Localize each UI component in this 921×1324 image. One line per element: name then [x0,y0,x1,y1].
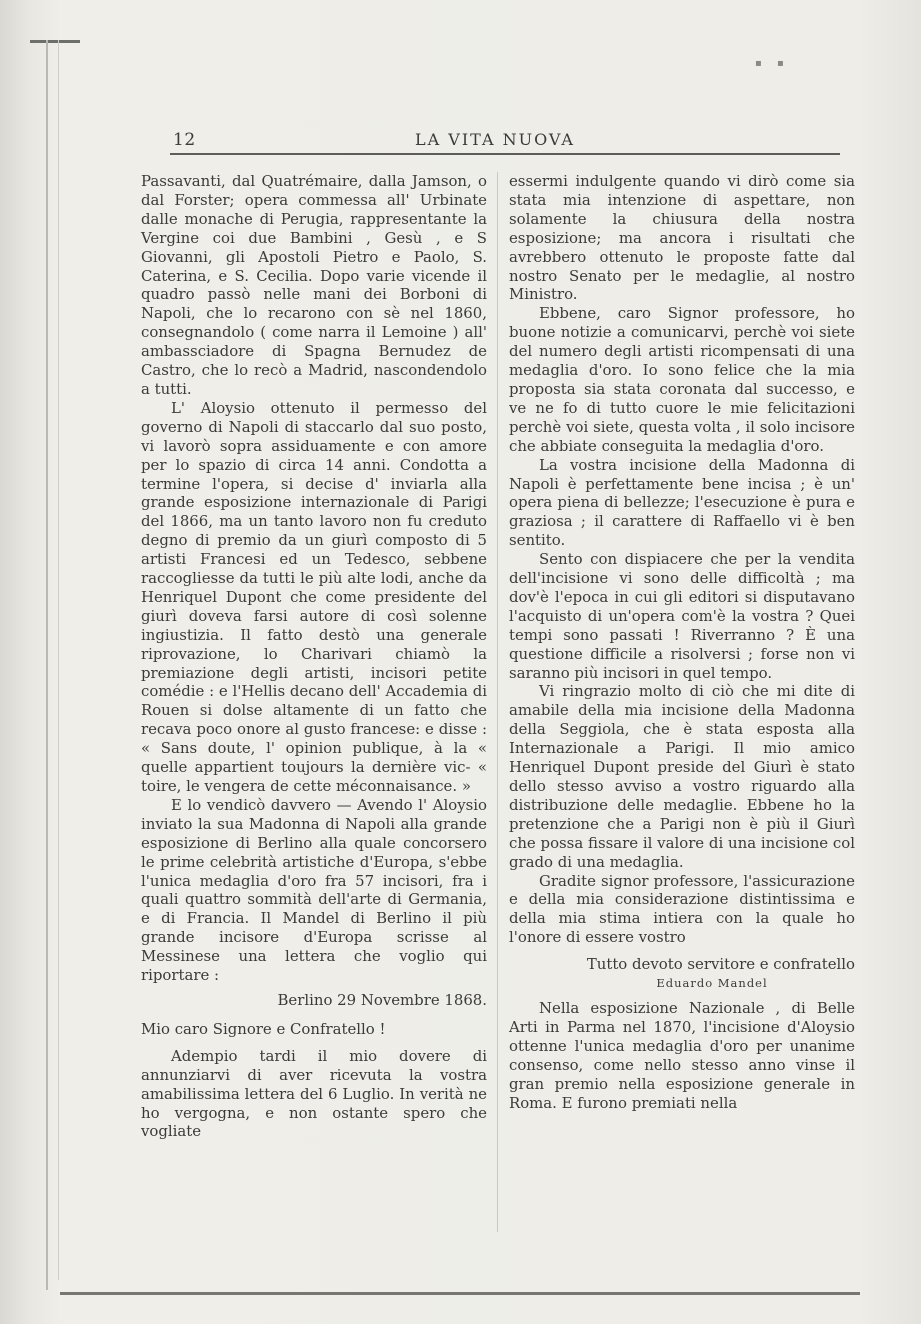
letter-paragraph: Vi ringrazio molto di ciò che mi dite di amabile della mia incisione della Madonna della Seggiola, che è stata esposta alla Internazionale a Parigi. Il mio amico Henriquel Dupont preside del Giurì è stato dello stesso avviso a vostro riguardo alla distribuzione delle medaglie. Ebbene ho la pretenzione che a Parigi non è più il Giurì che possa fissare il valore di una incisione col grado di una medaglia. [509,682,855,871]
page-edge-mark [30,40,80,43]
paragraph: L' Aloysio ottenuto il permesso del governo di Napoli di staccarlo dal suo posto, vi lavorò sopra assiduamente e con amore per lo spazio di circa 14 anni. Condotta a termine l'opera, si decise d' inviarla alla grande esposizione internazionale di Parigi del 1866, ma un tanto lavoro non fu creduto degno di premio da un giurì composto di 5 artisti Francesi ed un Tedesco, sebbene raccogliesse da tutti le più alte lodi, anche da Henriquel Dupont che come presidente del giurì doveva farsi autore di così solenne ingiustizia. Il fatto destò una generale riprovazione, lo Charivari chiamò la premiazione degli artisti, incisori petite comédie : e l'Hellis decano dell' Accademia di Rouen si dolse altamente di un fatto che recava poco onore al gusto francese: e disse : « Sans doute, l' opinion publique, à la « quelle appartient toujours la dernière vic- « toire, le vengera de cette méconnaisance. » [141,398,487,795]
letter-paragraph: Sento con dispiacere che per la vendita dell'incisione vi sono delle difficoltà ; ma dov'è l'epoca in cui gli editori si disputavano l'acquisto di un'opera com'è la vostra ? Quei tempi sono passati ! Riverranno ? È una questione difficile a risolversi ; forse non vi saranno più incisori in quel tempo. [509,550,855,682]
letter-paragraph: Gradite signor professore, l'assicurazione e della mia considerazione distintissima e della mia stima intiera con la quale ho l'onore di essere vostro [509,871,855,947]
letter-salutation: Mio caro Signore e Confratello ! [141,1019,386,1038]
page-header [170,130,850,160]
left-column [141,172,487,1141]
letter-signature: Eduardo Mandel [656,976,768,991]
page-bottom-edge [60,1292,860,1295]
letter-closing: Tutto devoto servitore e confratello [586,955,855,974]
header-rule [170,153,840,155]
paragraph: Passavanti, dal Quatrémaire, dalla Jamson, o dal Forster; opera commessa all' Urbinate dalle monache di Perugia, rappresentante la Vergine coi due Bambini , Gesù , e S Giovanni, gli Apostoli Pietro e Paolo, S. Caterina, e S. Cecilia. Dopo varie vicende il quadro passò nelle mani dei Borboni di Napoli, che lo recarono con sè nel 1860, consegnandolo ( come narra il Lemoine ) all' ambassciadore di Spagna Bernudez de Castro, che lo recò a Madrid, nascondendolo a tutti. [141,172,487,398]
print-specks: ▪ ▪ [755,58,790,69]
running-title: LA VITA NUOVA [415,130,575,149]
paragraph: Nella esposizione Nazionale , di Belle Arti in Parma nel 1870, l'incisione d'Aloysio ottenne l'unica medaglia d'oro per unanime consenso, come nello stesso anno vinse il gran premio nella esposizione generale in Roma. E furono premiati nella [509,998,855,1112]
letter-paragraph: Ebbene, caro Signor professore, ho buone notizie a comunicarvi, perchè voi siete del numero degli artisti ricompensati di una medaglia d'oro. Io sono felice che la mia proposta sia stata coronata dal successo, e ve ne fo di tutto cuore le mie felicitazioni perchè voi siete, questa volta , il solo incisore che abbiate conseguita la medaglia d'oro. [509,304,855,455]
letter-paragraph: La vostra incisione della Madonna di Napoli è perfettamente bene incisa ; è un' opera piena di bellezze; l'esecuzione è pura e graziosa ; il carattere di Raffaello vi è ben sentito. [509,455,855,550]
letter-dateline: Berlino 29 Novembre 1868. [277,990,487,1009]
letter-paragraph: Adempio tardi il mio dovere di annunziarvi di aver ricevuta la vostra amabilissima lettera del 6 Luglio. In verità ne ho vergogna, e non ostante spero che vogliate [141,1046,487,1141]
page-number: 12 [173,130,196,150]
binding-shadow [58,40,59,1280]
paragraph: E lo vendicò davvero — Avendo l' Aloysio inviato la sua Madonna di Napoli alla grande esposizione di Berlino alla quale concorsero le prime celebrità artistiche d'Europa, s'ebbe l'unica medaglia d'oro fra 57 incisori, fra i quali quattro sommità dell'arte di Germania, e di Francia. Il Mandel di Berlino il più grande incisore d'Europa scrisse al Messinese una lettera che voglio qui riportare : [141,795,487,985]
binding-edge [46,40,48,1290]
right-column [509,172,855,1112]
letter-paragraph: essermi indulgente quando vi dirò come sia stata mia intenzione di aspettare, non solamente la chiusura della nostra esposizione; ma ancora i risultati che avrebbero ottenuto le proposte fatte dal nostro Senato per le medaglie, al nostro Ministro. [509,172,855,304]
column-divider [497,172,498,1232]
